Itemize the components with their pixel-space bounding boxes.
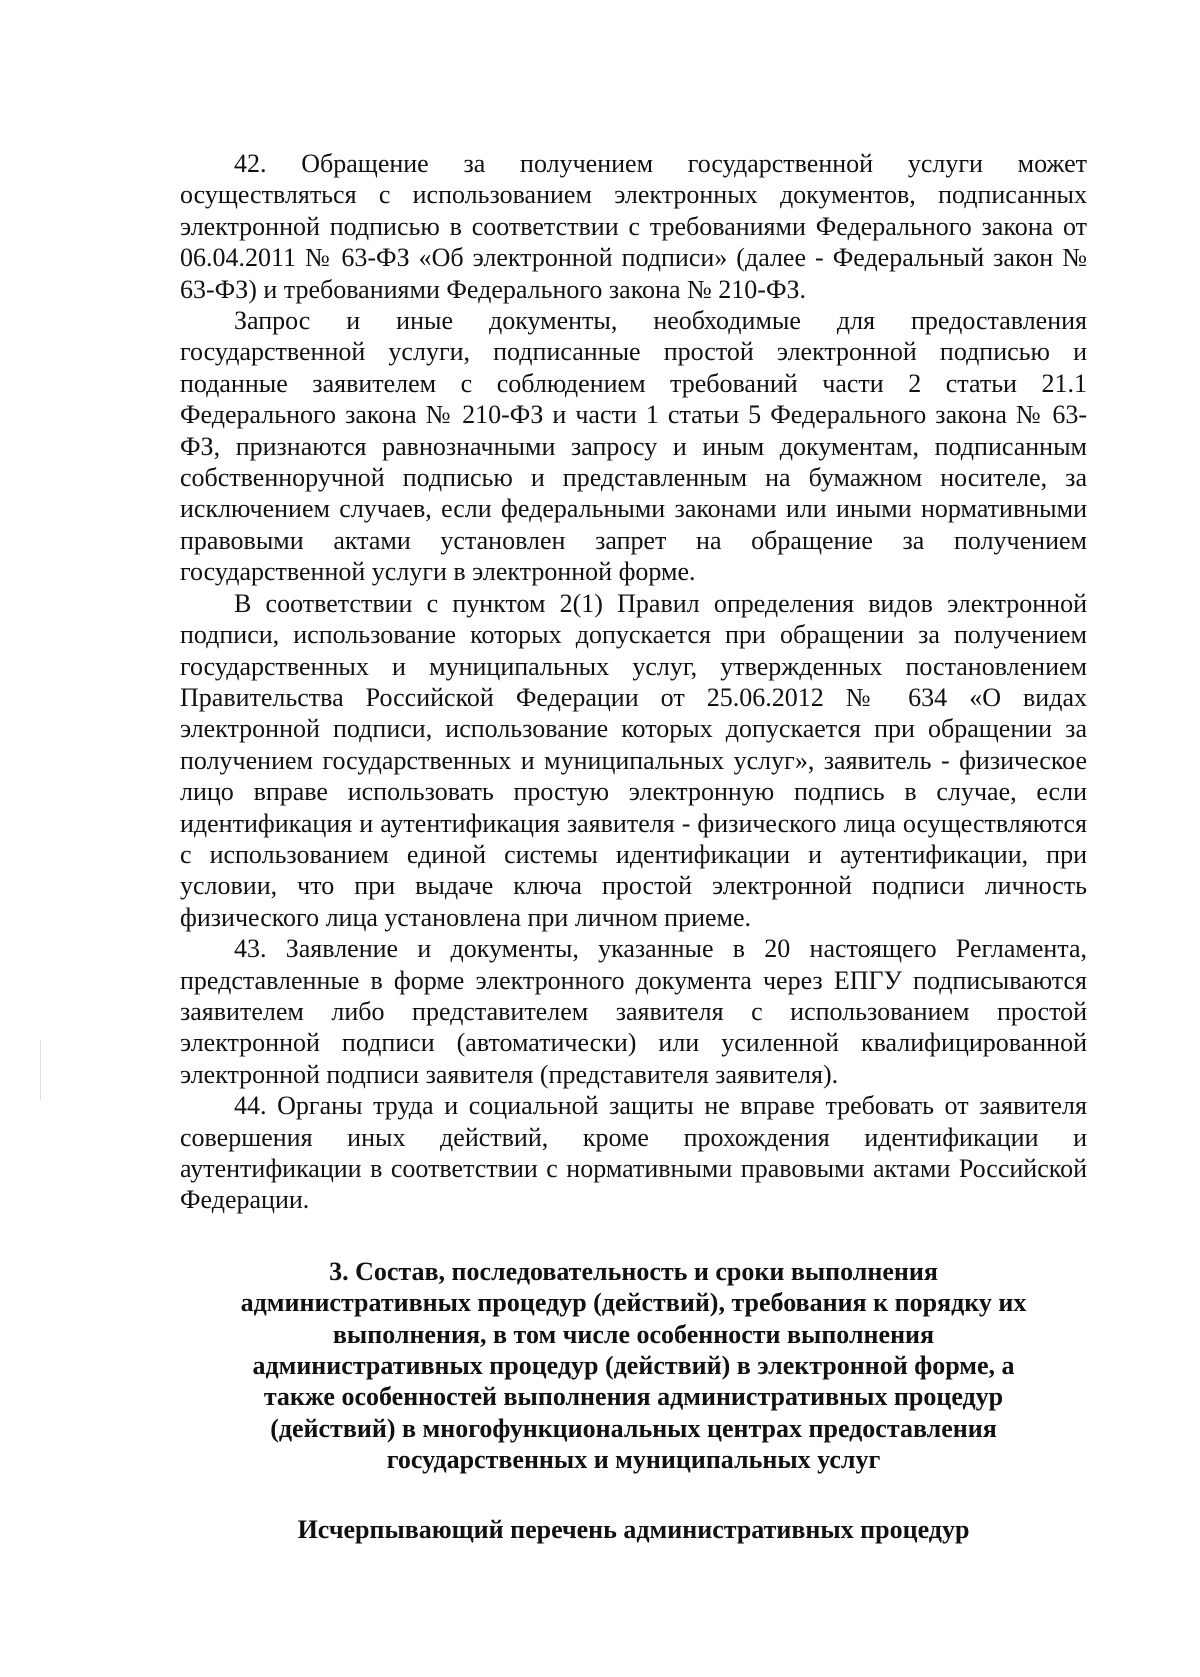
document-body bbox=[180, 148, 1087, 1545]
section-heading: 3. Состав, последовательность и сроки выполнения административных процедур (действий), требования к порядку их выполнения, в том числе особенности выполнения административных процедур (действий) в электронной форме, а также особенностей выполнения административных процедур (действий) в многофункциональных центрах предоставления государственных и муниципальных услуг bbox=[240, 1256, 1027, 1475]
scan-margin-mark bbox=[40, 1040, 41, 1100]
sub-heading: Исчерпывающий перечень административных процедур bbox=[297, 1514, 970, 1544]
paragraph-44: 44. Органы труда и социальной защиты не вправе требовать от заявителя совершения иных действий, кроме прохождения идентификации и аутентификации в соответствии с нормативными правовыми актами Российской Федерации. bbox=[180, 1091, 1087, 1215]
paragraph-42: 42. Обращение за получением государственной услуги может осуществляться с использованием электронных документов, подписанных электронной подписью в соответствии с требованиями Федерального закона от 06.04.2011 № 63-ФЗ «Об электронной подписи» (далее - Федеральный закон № 63-ФЗ) и требованиями Федерального закона № 210-ФЗ. bbox=[180, 149, 1087, 304]
paragraph-signature-rules: В соответствии с пунктом 2(1) Правил определения видов электронной подписи, использование которых допускается при обращении за получением государственных и муниципальных услуг, утвержденных постановлением Правительства Российской Федерации от 25.06.2012 № 634 «О видах электронной подписи, использование которых допускается при обращении за получением государственных и муниципальных услуг», заявитель - физическое лицо вправе использовать простую электронную подпись в случае, если идентификация и аутентификация заявителя - физического лица осуществляются с использованием единой системы идентификации и аутентификации, при условии, что при выдаче ключа простой электронной подписи личность физического лица установлена при личном приеме. bbox=[180, 588, 1087, 932]
paragraph-43: 43. Заявление и документы, указанные в 20 настоящего Регламента, представленные в форме электронного документа через ЕПГУ подписываются заявителем либо представителем заявителя с использованием простой электронной подписи (автоматически) или усиленной квалифицированной электронной подписи заявителя (представителя заявителя). bbox=[180, 934, 1087, 1089]
paragraph-request-documents: Запрос и иные документы, необходимые для предоставления государственной услуги, подписанные простой электронной подписью и поданные заявителем с соблюдением требований части 2 статьи 21.1 Федерального закона № 210-ФЗ и части 1 статьи 5 Федерального закона № 63-ФЗ, признаются равнозначными запросу и иным документам, подписанным собственноручной подписью и представленным на бумажном носителе, за исключением случаев, если федеральными законами или иными нормативными правовыми актами установлен запрет на обращение за получением государственной услуги в электронной форме. bbox=[180, 306, 1087, 587]
